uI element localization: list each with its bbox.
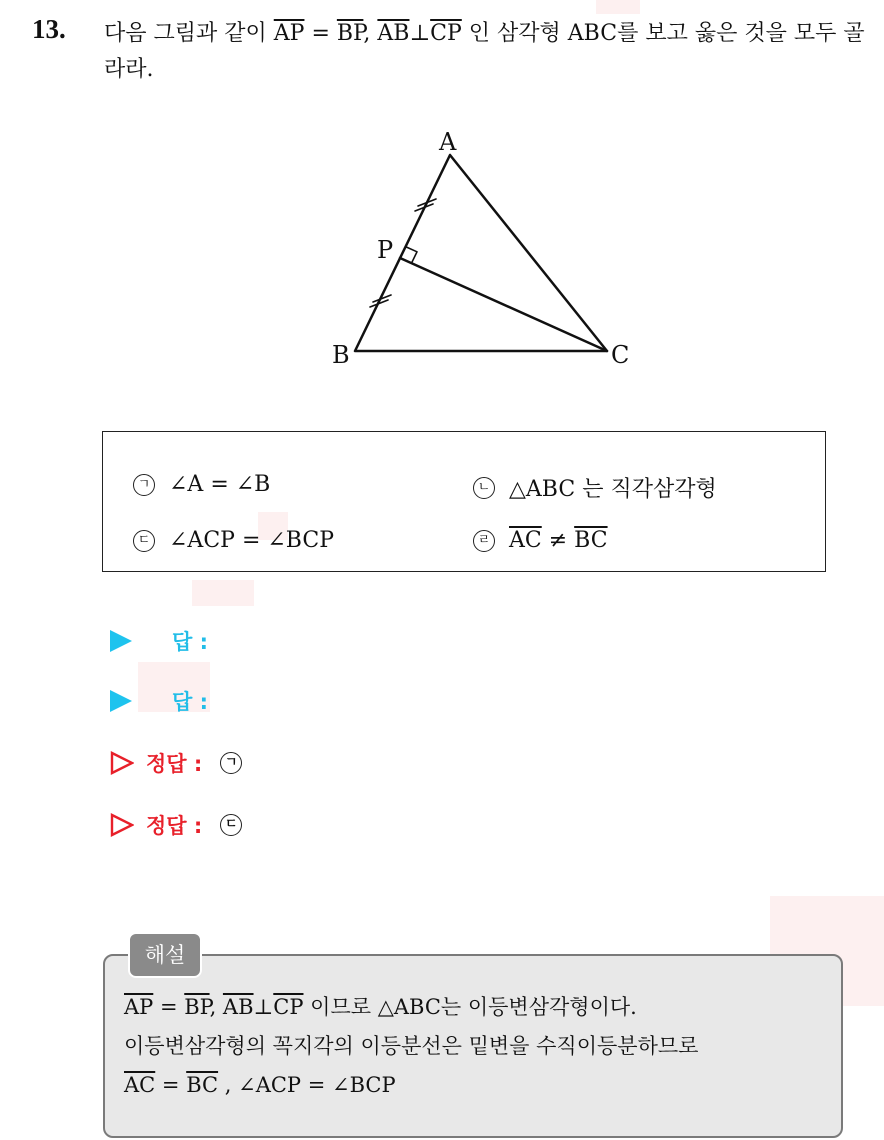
point-label-p: P	[377, 236, 394, 264]
segment-ab: $\overline{AB}$	[377, 21, 410, 46]
explanation-line-2: 이등변삼각형의 꼭지각의 이등분선은 밑변을 수직이등분하므로	[124, 1034, 699, 1058]
vertex-label-b: B	[332, 341, 350, 369]
explanation-line-3: $\overline{AC} = \overline{BC}$ , ∠ACP = ∠BCP	[124, 1073, 396, 1097]
choice-1	[133, 472, 270, 497]
explanation-tab: 해설	[128, 932, 202, 978]
choice-text: $\overline{AC} \ne \overline{BC}$	[509, 528, 608, 553]
correct-answer-label: 정답 :	[146, 814, 203, 838]
answer-label: 답 :	[172, 630, 208, 654]
correct-answer-row-1	[110, 748, 242, 778]
question-number: 13.	[32, 14, 66, 44]
answer-row-1	[110, 626, 208, 656]
question-text: 다음 그림과 같이 $\overline{AP} = \overline{BP}$, $\overline{AB}\perp\overline{CP}$ 인 삼각형 ABC를 보고 옳은 것을 모두 골라라.	[104, 21, 865, 82]
play-icon	[110, 690, 132, 712]
choices-box	[102, 431, 826, 572]
play-outline-icon	[110, 751, 134, 775]
answer-row-2	[110, 686, 208, 716]
choice-mark: ㄹ	[473, 530, 495, 552]
correct-answer-value: ㄱ	[220, 752, 242, 774]
correct-answer-value: ㄷ	[220, 814, 242, 836]
vertex-label-c: C	[611, 341, 630, 369]
choice-2	[473, 472, 717, 503]
segment-ap: $\overline{AP}$	[273, 21, 305, 46]
choice-text: △ABC 는 직각삼각형	[509, 477, 717, 502]
play-outline-icon	[110, 813, 134, 837]
choice-mark: ㄷ	[133, 530, 155, 552]
segment-pc-line	[400, 258, 607, 351]
segment-cp: $\overline{CP}$	[430, 21, 462, 46]
choice-text: ∠A = ∠B	[169, 472, 271, 497]
vertex-label-a: A	[439, 128, 457, 156]
choice-4	[473, 528, 608, 553]
answer-label: 답 :	[172, 690, 208, 714]
choice-mark: ㄴ	[473, 477, 495, 499]
choice-text: ∠ACP = ∠BCP	[169, 528, 335, 553]
correct-answer-label: 정답 :	[146, 752, 203, 776]
correct-answer-row-2	[110, 810, 242, 840]
choice-mark: ㄱ	[133, 474, 155, 496]
explanation-text	[124, 988, 836, 1105]
triangle-figure	[320, 118, 650, 378]
explanation-line-1: $\overline{AP} = \overline{BP}$, $\overline{AB}\perp\overline{CP}$ 이므로 △ABC는 이등변삼각형이다.	[124, 995, 637, 1019]
choice-3	[133, 528, 334, 553]
segment-bp: $\overline{BP}$	[336, 21, 364, 46]
play-icon	[110, 630, 132, 652]
